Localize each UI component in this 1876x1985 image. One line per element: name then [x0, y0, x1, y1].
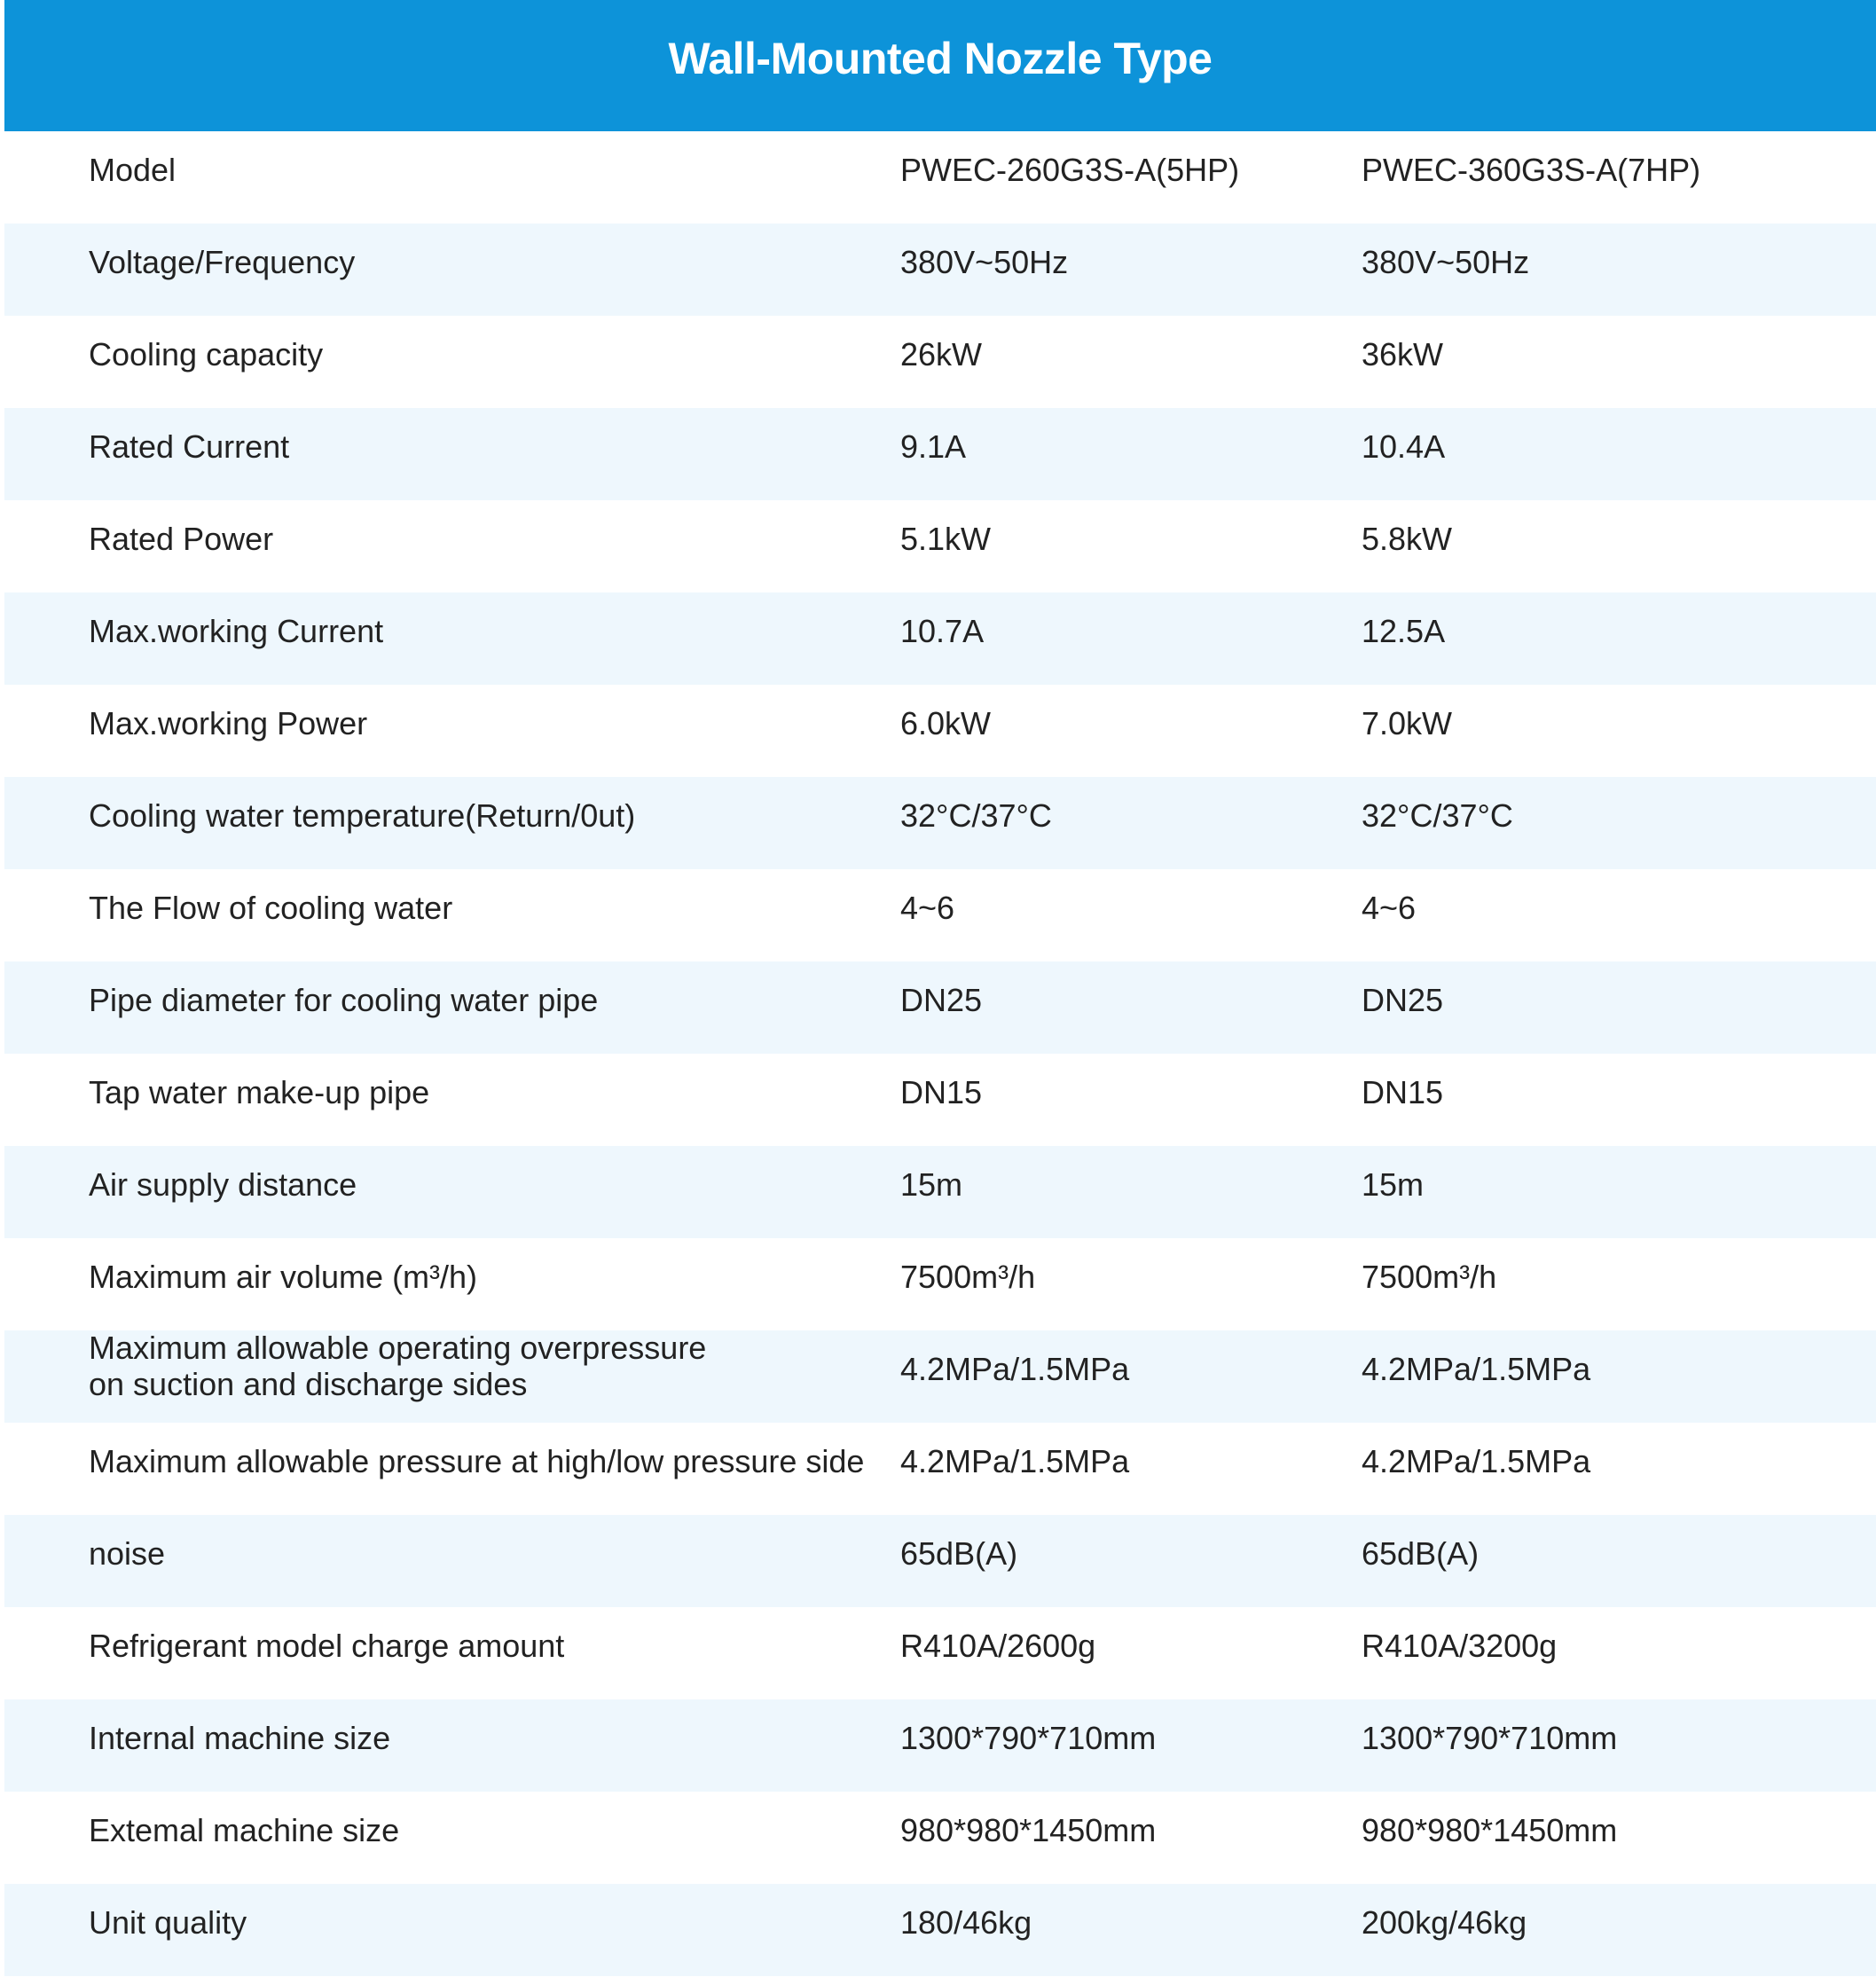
row-label: noise: [89, 1535, 166, 1572]
value-model-b: 15m: [1362, 1166, 1425, 1203]
table-row: [4, 961, 1876, 1054]
value-model-a: 1300*790*710mm: [900, 1720, 1157, 1756]
page-title: Wall-Mounted Nozzle Type: [668, 34, 1213, 83]
value-model-a: 9.1A: [900, 428, 967, 465]
row-label: Max.working Current: [89, 613, 384, 649]
spec-sheet: [4, 0, 1876, 1985]
value-model-b: 65dB(A): [1362, 1535, 1480, 1572]
value-model-b: 380V~50Hz: [1362, 244, 1530, 280]
value-model-b: 4.2MPa/1.5MPa: [1362, 1351, 1591, 1387]
value-model-b: 1300*790*710mm: [1362, 1720, 1618, 1756]
row-label: Air supply distance: [89, 1166, 357, 1203]
row-label: Voltage/Frequency: [89, 244, 356, 280]
table-row: [4, 408, 1876, 500]
table-row: [4, 1146, 1876, 1238]
value-model-b: 200kg/46kg: [1362, 1904, 1527, 1941]
value-model-a: 4.2MPa/1.5MPa: [900, 1351, 1130, 1387]
value-model-a: DN15: [900, 1074, 983, 1110]
value-model-a: 26kW: [900, 336, 983, 373]
value-model-a: 180/46kg: [900, 1904, 1032, 1941]
row-label: Pipe diameter for cooling water pipe: [89, 982, 599, 1018]
table-row: [4, 316, 1876, 408]
row-label: Rated Current: [89, 428, 290, 465]
value-model-b: 7.0kW: [1362, 705, 1453, 741]
value-model-a: DN25: [900, 982, 983, 1018]
value-model-a: 4.2MPa/1.5MPa: [900, 1443, 1130, 1479]
table-row: [4, 685, 1876, 777]
row-label: Maximum allowable operating overpressure on suction and discharge sides: [89, 1330, 707, 1402]
table-row: [4, 1515, 1876, 1607]
value-model-b: R410A/3200g: [1362, 1628, 1558, 1664]
row-label: Extemal machine size: [89, 1812, 400, 1848]
table-row: [4, 1330, 1876, 1423]
value-model-a: 7500m³/h: [900, 1259, 1036, 1295]
value-model-b: 12.5A: [1362, 613, 1446, 649]
row-label: Model: [89, 152, 177, 188]
value-model-b: 980*980*1450mm: [1362, 1812, 1618, 1848]
value-model-b: 4.2MPa/1.5MPa: [1362, 1443, 1591, 1479]
row-label: Maximum allowable pressure at high/low pressure side: [89, 1443, 865, 1479]
table-row: [4, 1054, 1876, 1146]
row-label: Internal machine size: [89, 1720, 391, 1756]
value-model-a: PWEC-260G3S-A(5HP): [900, 152, 1240, 188]
row-label: Rated Power: [89, 521, 274, 557]
value-model-a: R410A/2600g: [900, 1628, 1096, 1664]
table-row: [4, 1238, 1876, 1330]
value-model-b: 32°C/37°C: [1362, 797, 1513, 834]
table-row: [4, 1699, 1876, 1792]
row-label: Cooling capacity: [89, 336, 324, 373]
row-label: Refrigerant model charge amount: [89, 1628, 565, 1664]
value-model-b: 7500m³/h: [1362, 1259, 1497, 1295]
row-label: Unit quality: [89, 1904, 247, 1941]
table-row: [4, 131, 1876, 224]
row-label: Maximum air volume (m³/h): [89, 1259, 478, 1295]
table-row: [4, 1792, 1876, 1884]
table-row: [4, 224, 1876, 316]
value-model-a: 980*980*1450mm: [900, 1812, 1157, 1848]
spec-table: [4, 131, 1876, 1976]
value-model-a: 4~6: [900, 890, 955, 926]
value-model-a: 380V~50Hz: [900, 244, 1069, 280]
table-row: [4, 592, 1876, 685]
row-label: Cooling water temperature(Return/0ut): [89, 797, 636, 834]
value-model-b: DN25: [1362, 982, 1444, 1018]
value-model-b: 36kW: [1362, 336, 1444, 373]
value-model-b: PWEC-360G3S-A(7HP): [1362, 152, 1701, 188]
table-header: [4, 0, 1876, 131]
value-model-b: 4~6: [1362, 890, 1417, 926]
table-row: [4, 500, 1876, 592]
table-row: [4, 869, 1876, 961]
table-row: [4, 777, 1876, 869]
value-model-b: DN15: [1362, 1074, 1444, 1110]
value-model-a: 15m: [900, 1166, 963, 1203]
value-model-a: 5.1kW: [900, 521, 992, 557]
table-row: [4, 1423, 1876, 1515]
row-label: The Flow of cooling water: [89, 890, 453, 926]
value-model-a: 65dB(A): [900, 1535, 1018, 1572]
row-label: Tap water make-up pipe: [89, 1074, 430, 1110]
table-row: [4, 1884, 1876, 1976]
value-model-b: 5.8kW: [1362, 521, 1453, 557]
value-model-b: 10.4A: [1362, 428, 1446, 465]
value-model-a: 10.7A: [900, 613, 985, 649]
table-row: [4, 1607, 1876, 1699]
value-model-a: 32°C/37°C: [900, 797, 1052, 834]
value-model-a: 6.0kW: [900, 705, 992, 741]
row-label: Max.working Power: [89, 705, 368, 741]
